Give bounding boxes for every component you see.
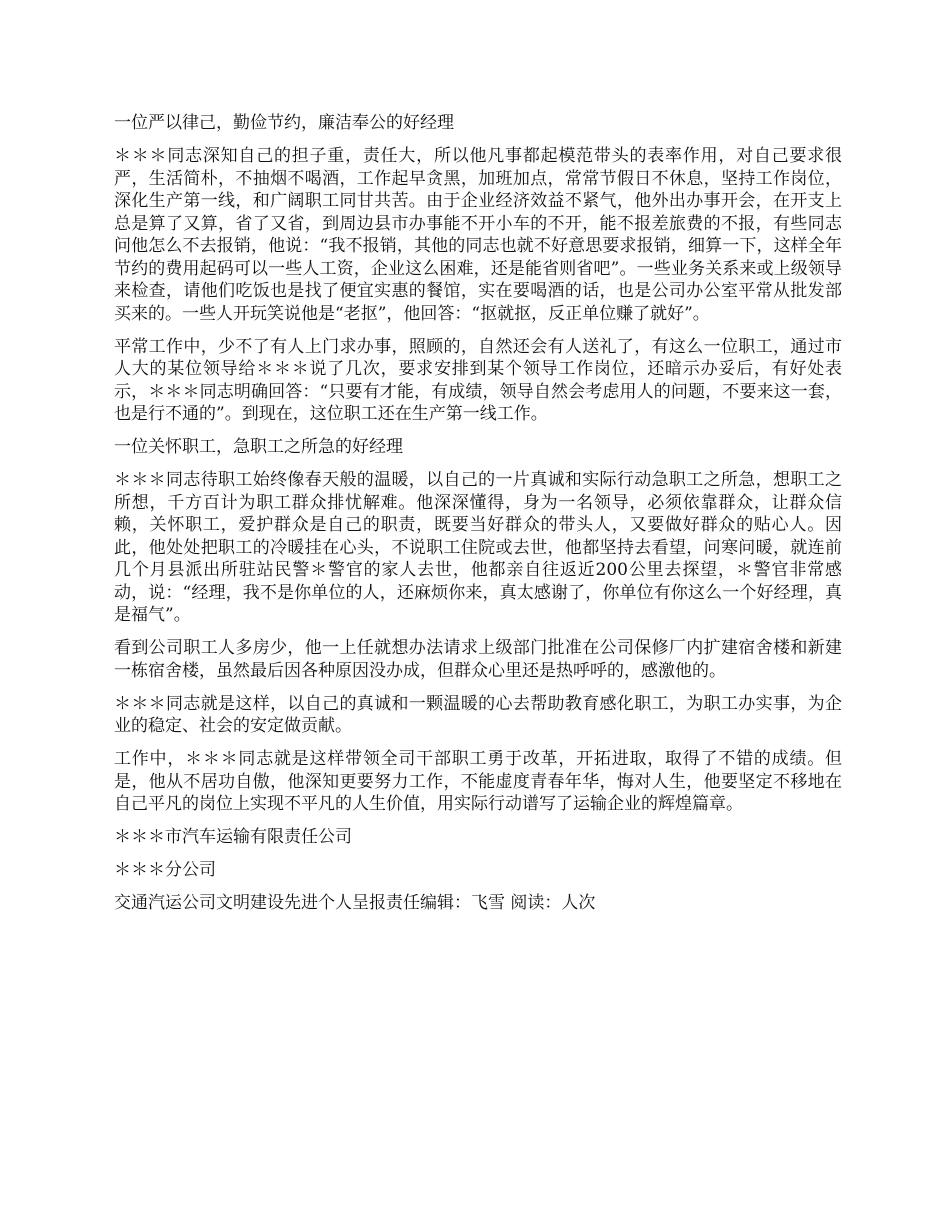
company-name: ＊＊＊市汽车运输有限责任公司 xyxy=(114,827,352,847)
paragraph-integrity: 平常工作中，少不了有人上门求办事，照顾的，自然还会有人送礼了，有这么一位职工，通过市人大的某位领导给＊＊＊说了几次，要求安排到某个领导工作岗位，还暗示办妥后，有好处表示，＊＊＊同志明确回答：“只要有才能，有成绩，领导自然会考虑用人的问题，不要来这一套，也是行不通的”。到现在，这位职工还在生产第一线工作。 xyxy=(114,336,842,424)
branch-name: ＊＊＊分公司 xyxy=(114,860,216,880)
paragraph-conclusion: 工作中，＊＊＊同志就是这样带领全司干部职工勇于改革，开拓进取，取得了不错的成绩。但是，他从不居功自傲，他深知更要努力工作，不能虚度青春年华，悔对人生，他要坚定不移地在自己平凡的岗位上实现不平凡的人生价值，用实际行动谱写了运输企业的辉煌篇章。 xyxy=(114,749,842,814)
paragraph-frugality: ＊＊＊同志深知自己的担子重，责任大，所以他凡事都起模范带头的表率作用，对自己要求很严，生活简朴，不抽烟不喝酒，工作起早贪黑，加班加点，常常节假日不休息，坚持工作岗位，深化生产第一线，和广阔职工同甘共苦。由于企业经济效益不紧气，他外出办事开会，在开支上总是算了又算，省了又省，到周边县市办事能不开小车的不开，能不报差旅费的不报，有些同志问他怎么不去报销，他说：“我不报销，其他的同志也就不好意思要求报销，细算一下，这样全年节约的费用起码可以一些人工资，企业这么困难，还是能省则省吧”。一些业务关系来或上级领导来检查，请他们吃饭也是找了便宜实惠的餐馆，实在要喝酒的话，也是公司办公室平常从批发部买来的。一些人开玩笑说他是“老抠”，他回答：“抠就抠，反正单位赚了就好”。 xyxy=(114,146,842,324)
document-page xyxy=(114,112,842,925)
paragraph-summary: ＊＊＊同志就是这样，以自己的真诚和一颗温暖的心去帮助教育感化职工，为职工办实事，为企业的稳定、社会的安定做贡献。 xyxy=(114,693,842,736)
paragraph-care: ＊＊＊同志待职工始终像春天般的温暖，以自己的一片真诚和实际行动急职工之所急，想职工之所想，千方百计为职工群众排忧解难。他深深懂得，身为一名领导，必须依靠群众，让群众信赖，关怀职工，爱护群众是自己的职责，既要当好群众的带头人，又要做好群众的贴心人。因此，他处处把职工的冷暖挂在心头，不说职工住院或去世，他都坚持去看望，问寒问暖，就连前几个月县派出所驻站民警＊警官的家人去世，他都亲自往返近200公里去探望，＊警官非常感动，说：“经理，我不是你单位的人，还麻烦你来，真太感谢了，你单位有你这么一个好经理，真是福气”。 xyxy=(114,470,842,625)
section-heading-2: 一位关怀职工，急职工之所急的好经理 xyxy=(114,437,403,457)
document-footer: 交通汽运公司文明建设先进个人呈报责任编辑：飞雪 阅读：人次 xyxy=(114,893,596,913)
paragraph-housing: 看到公司职工人多房少，他一上任就想办法请求上级部门批准在公司保修厂内扩建宿舍楼和新建一栋宿舍楼，虽然最后因各种原因没办成，但群众心里还是热呼呼的，感激他的。 xyxy=(114,638,842,681)
section-heading-1: 一位严以律己，勤俭节约，廉洁奉公的好经理 xyxy=(114,113,454,133)
